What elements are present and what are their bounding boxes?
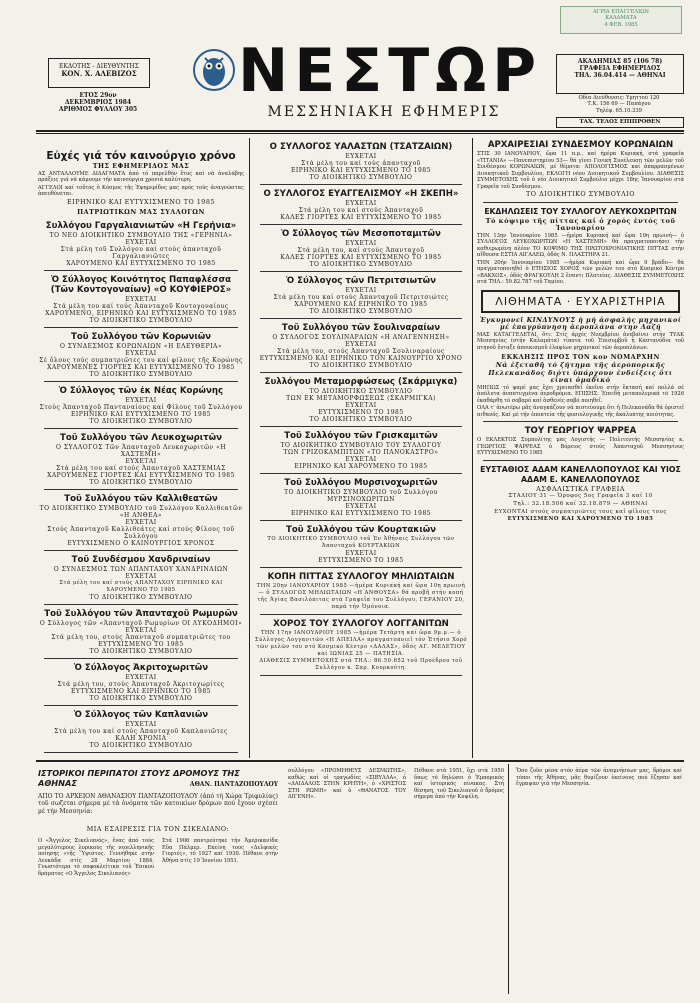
association-greeting [38, 710, 244, 753]
association-line: Στά μέλη του, στούς Ἀπανταχοῦ Ἀκριτοχωρίτες [57, 680, 225, 688]
association-line: ΕΙΡΗΝΙΚΟ ΚΑΙ ΕΥΤΥΧΙΣΜΕΝΟ ΤΟ 1985 [71, 410, 211, 418]
association-title: Ὁ Σύλλογος Ἀκριτοχωριτῶν [73, 662, 209, 673]
association-line: ΤΟ ΔΙΟΙΚΗΤΙΚΟ ΣΥΜΒΟΥΛΙΟ ΤΟΥ ΣΥΛΛΟΓΟΥ [280, 442, 442, 449]
association-greeting [38, 494, 244, 551]
association-line: ΕΥΧΕΤΑΙ [125, 626, 157, 634]
masthead-rule-thin [36, 133, 684, 134]
association-line: ΕΥΧΕΤΑΙ [345, 341, 377, 348]
insurance-sub: ΑΣΦΑΛΙΣΤΙΚΑ ΓΡΑΦΕΙΑ [536, 484, 625, 493]
association-line: Στούς Ἀπανταχοῦ Πανταναίους καί Φίλους τοῦ Συλλόγου [39, 403, 243, 411]
divider [44, 705, 238, 706]
divider [483, 460, 678, 461]
association-title: Τοῦ Συλλόγου τῶν Σουλιναραίων [281, 323, 441, 333]
thanks-box [481, 290, 680, 313]
association-line: Ο ΣΥΛΛΟΓΟΣ ΣΟΥΛΙΝΑΡΑΙΩΝ «Η ΑΝΑΓΕΝΝΗΣΗ» [272, 334, 450, 341]
address-line-1: Οδία Διεύθυνσις: Υμηττού 120 [578, 95, 660, 101]
association-line: ΚΑΛΕΣ ΓΙΟΡΤΕΣ ΚΑΙ ΕΥΤΥΧΙΣΜΕΝΟ ΤΟ 1985 [280, 254, 442, 261]
date: ΔΕΚΕΜΒΡΙΟΣ 1984 [64, 99, 132, 107]
association-greeting [254, 572, 468, 615]
association-list [38, 221, 244, 753]
association-line: ΤΟ ΔΙΟΙΚΗΤΙΚΟ ΣΥΜΒΟΥΛΙΟ [309, 174, 413, 181]
bottom-col-b: Στά 1906 παντρεύτηκε τήν Ἀμερικανίδα Εὕα Πάλμερ. Εκείνη τους «Δελφικές Γιορτές», τό 1927 καί 1930. Πέθανε στήν Ἀθήνα στίς 19 Ἰουνίου 1951. [162, 838, 278, 864]
association-line: Στά μέλη του καί στούς ΑΠΑΝΤΑΧΟΥ ΕΙΡΗΝΙΚΟ ΚΑΙ ΧΑΡΟΥΜΕΝΟ ΤΟ 1985 [59, 579, 223, 593]
association-line: ΤΗΝ 20ην ΙΑΝΟΥΑΡΙΟΥ 1985 —ἡμέρα Κυριακή καί ὥρα 10η πρωινή— ὁ ΣΥΛΛΟΓΟΣ ΜΗΛΙΩΤΑΙΩΝ «Η ΑΝΘΟΥΣΑ» θά προβῆ στήν κοπή τῆς Ἀγίας Βασιλόπιτας στά Γραφεῖα του Συλλόγου, ΓΕΡΑΝΙΟΥ 20, παρά τήν Ὁμόνοια. [256, 583, 466, 610]
insurance-line-2: Τηλ.: 32.18.506 καί 32.18.879 — ΑΘΗΝΑΙ [513, 501, 648, 508]
association-line: ΚΑΛΗ ΧΡΟΝΙΑ [115, 734, 167, 742]
association-line: ΧΑΡΟΥΜΕΝΕΣ ΓΙΟΡΤΕΣ ΚΑΙ ΕΥΤΥΧΙΣΜΕΝΟ ΤΟ 1985 [47, 471, 235, 479]
association-line: Στά μέλη του καί στούς Ἀπανταχοῦ Πετριτσιώτες [273, 294, 449, 301]
association-greeting [254, 619, 468, 676]
association-greeting [254, 229, 468, 272]
publisher-box [48, 58, 150, 88]
association-line: Στά μέλη του καί στούς Ἀπανταχοῦ ΧΑΣΤΕΜΙΑΣ [56, 464, 226, 472]
association-line: ΕΥΧΕΤΑΙ [125, 518, 157, 526]
association-title: Ὁ Σύλλογος τῶν ἐκ Νέας Κορώνης [58, 385, 224, 396]
association-line: Στά μέλη του, στούς Ἀπανταχοῦ συμπατριῶτες του [51, 633, 231, 641]
office-line-3: ΤΗΛ. 36.04.414 — ΑΘΗΝΑΙ [574, 72, 666, 80]
association-line: ΤΟ ΔΙΟΙΚΗΤΙΚΟ ΣΥΜΒΟΥΛΙΟ [309, 261, 413, 268]
thanks-subtitle: Ἐγκυμονεῖ ΚΙΝΔΥΝΟΥΣ ἡ μή ἀσφαλής μηχανικοί μέ ἐπαγρύπνηση ἀεροπλάνα στην Λαζή [479, 315, 682, 332]
association-line: ΤΗΝ 17ην ΙΑΝΟΥΑΡΙΟΥ 1985 —ἡμέρα Τετάρτη καί ὥρα 9μ.μ.— ὁ Σύλλογος Λογγανιτῶν «Η ΑΠΕΙΛΑ» πραγματοποιεῖ τόν Ἐτήσιο Χορό τῶν μελῶν του στό Κοσμικό Κέντρο «ΔΑΛΑΣ», ὁδός ΑΓ. ΜΕΛΕΤΙΟΥ καί ΙΩΝΙΑΣ 25 — ΠΑΤΗΣΙΑ. [254, 630, 468, 657]
address [556, 95, 682, 114]
association-title: Τοῦ Συλλόγου Μυρσινοχωριτῶν [284, 478, 438, 488]
divider [44, 604, 238, 605]
association-line: ΤΩΝ ΓΡΙΖΟΚΑΜΠΙΤΩΝ «ΤΟ ΠΑΝΟΚΑΣΤΡΟ» [283, 449, 439, 456]
association-line: ΕΥΤΥΧΙΣΜΕΝΟ ΤΟ 1985 [318, 557, 404, 564]
postage-box: ΤΑΧ. ΤΕΛΟΣ ΕΠΙΠΡΟΘΕΝ [556, 117, 684, 128]
stamp-line-1: ΑΓΡΙΑ ΕΠΑΓΓΕΛΙΩΝ [593, 9, 649, 15]
column-2 [254, 138, 468, 758]
association-line: ΕΥΧΕΤΑΙ [125, 295, 157, 303]
publisher-title: ΕΚΔΟΤΗΣ - ΔΙΕΥΘΥΝΤΗΣ [58, 63, 140, 70]
address-line-3: Τηλέφ. 65.10.339 [596, 107, 642, 114]
issue-number: ΑΡΙΘΜΟΣ ΦΥΛΛΟΥ 305 [58, 106, 138, 114]
association-title: Ο ΣΥΛΛΟΓΟΣ ΕΥΑΓΓΕΛΙΣΜΟΥ «Η ΣΚΕΠΗ» [263, 189, 459, 199]
association-line: ΤΟ ΔΙΟΙΚΗΤΙΚΟ ΣΥΜΒΟΥΛΙΟ [309, 416, 413, 423]
association-line: ΤΟ ΔΙΟΙΚΗΤΙΚΟ ΣΥΜΒΟΥΛΙΟ [89, 694, 193, 702]
association-line: ΕΥΧΕΤΑΙ [345, 200, 377, 207]
association-line: ΕΥΤΥΧΙΣΜΕΝΟ ΤΟ 1985 [318, 409, 404, 416]
association-title: ΚΟΠΗ ΠΙΤΤΑΣ ΣΥΛΛΟΓΟΥ ΜΗΛΙΩΤΑΙΩΝ [267, 572, 455, 582]
divider [483, 421, 678, 422]
divider [260, 675, 462, 676]
restoration-text: ΣΤΙΣ 30 ΙΑΝΟΥΑΡΙΟΥ, ὥρα 11 π.μ., καί ἡμέρα Κυριακή, στά γραφεῖα «ΤΙΤΑΝΙΑ» —Πανεπιστημίου 53— θά γίνει Γενική Συνέλευση τῶν μελῶν τοῦ Συνδέσμου ΚΟΡΩΝΑΙΩΝ, μέ θέματα: ΑΠΟΛΟΓΙΣΜΟΣ καί ἀπαρρασμένων Διοικητικοῦ Συμβουλίου, ΕΚΛΟΓΗ νέου Διοικητικοῦ Συμβουλίου. ΔΙΑΘΕΣΙΣ ΣΥΜΜΕΤΟΧΗΣ τοῦ ὁ νέο Διοικητικό Συμβούλιο μέχρι 18ης Ἰανουαρίου στά Γραφεῖα τοῦ Συνδέσμου. [477, 151, 684, 190]
association-line: Στά μέλη του καί στούς Ἀπανταχοῦ [298, 207, 424, 214]
association-line: Στά μέλη του καί τούς ἁπανταχοῦ [301, 160, 421, 167]
divider [260, 271, 462, 272]
association-line: ΕΥΧΕΤΑΙ [125, 457, 157, 465]
divider [44, 489, 238, 490]
association-line: ΤΟ ΔΙΟΙΚΗΤΙΚΟ ΣΥΜΒΟΥΛΙΟ [89, 370, 193, 378]
association-line: ΔΙΑΘΕΣΙΣ ΣΥΜΜΕΤΟΧΗΣ στά ΤΗΛ.: 86.50.652 τοῦ Προέδρου τοῦ Συλλόγου κ. Σαρ. Κουρκούτη. [259, 658, 463, 671]
association-title: Ὁ Σύλλογος τῶν Καπλανιῶν [73, 709, 209, 720]
association-line: ΤΟ ΝΕΟ ΔΙΟΙΚΗΤΙΚΟ ΣΥΜΒΟΥΛΙΟ ΤΗΣ «ΓΕΡΗΝΙΑ» [49, 231, 233, 239]
divider [260, 567, 462, 568]
office-line-1: ΑΚΑΔΗΜΙΑΣ 85 (106 78) [577, 58, 663, 65]
association-line: ΕΥΤΥΧΙΣΜΕΝΟ Ο ΚΑΙΝΟΥΡΓΙΟΣ ΧΡΟΝΟΣ [67, 539, 215, 547]
association-greeting [254, 377, 468, 427]
association-line: Στούς Ἀπανταχοῦ Καλλιθεάτες καί στούς Φίλους τοῦ Συλλόγου [47, 525, 235, 540]
association-line: Ο ΣΥΝΔΕΣΜΟΣ ΚΟΡΩΝΑΙΩΝ «Η ΕΛΕΥΘΕΡΙΑ» [59, 342, 223, 350]
association-line: ΤΟ ΔΙΟΙΚΗΤΙΚΟ ΣΥΜΒΟΥΛΙΟ [89, 741, 193, 749]
association-greeting [38, 433, 244, 490]
restoration-sign: ΤΟ ΔΙΟΙΚΗΤΙΚΟ ΣΥΜΒΟΥΛΙΟ [526, 190, 635, 198]
greeting-text-3: ΕΙΡΗΝΙΚΟ ΚΑΙ ΕΥΤΥΧΙΣΜΕΝΟ ΤΟ 1985 [67, 197, 215, 206]
greeting-text-1: ΑΣ ΑΝΤΑΛΛΟΥΜΕ ΔΙΔΑΓΜΑΤΑ ἀπό τό παρελθόν ἔτος καί νά ἀναλάβης πράξεις γιά νά κάμουμε τήν καινούργια χρονιά καλύτερη. [38, 170, 244, 184]
column-3 [477, 138, 684, 758]
association-line: Σέ ὅλους τούς συμπατριῶτες του καί φίλους τῆς Κορώνης [39, 356, 243, 364]
association-line: ΕΥΤΥΧΙΣΜΕΝΟ ΚΑΙ ΕΙΡΗΝΙΚΟ ΤΟ 1985 [71, 687, 211, 695]
association-title: Τοῦ Συλλόγου τῶν Κορωνιῶν [70, 331, 212, 342]
association-line: ΚΑΛΕΣ ΓΙΟΡΤΕΣ ΚΑΙ ΕΥΤΥΧΙΣΜΕΝΟ ΤΟ 1985 [280, 214, 442, 221]
association-greeting [38, 555, 244, 605]
association-greeting [38, 332, 244, 382]
bottom-col-c: συλλόγου «ΠΡΟΜΗΘΕΥΣ ΔΕΣΜΩΤΗΣ», καθώς καί οἱ τραγωδίες «ΣΙΒΥΛΛΑ», ὁ «ΔΑΙΔΑΛΟΣ ΣΤΗΝ ΚΡΗΤΗ», ὁ «ΧΡΙΣΤΟΣ ΣΤΗ ΡΩΜΗ» καί ὁ «ΘΑΝΑΤΟΣ ΤΟΥ ΔΙΓΕΝΗ». [288, 768, 406, 800]
association-greeting [38, 386, 244, 429]
nomarch-title: ΕΚΚΛΗΣΙΣ ΠΡΟΣ ΤΟΝ κον ΝΟΜΑΡΧΗΝ [501, 353, 660, 362]
association-greeting [254, 431, 468, 474]
association-line: ΕΥΧΕΤΑΙ [125, 720, 157, 728]
bottom-col-a: Ο «Ἄγγελος Σικελιανός», ἕνας ἀπό τούς μεγαλύτερους λυρικούς τῆς νεοελληνικῆς ποίησης «τῆς Ὕψιστος. Γεννήθηκε στήν Λευκάδα στίς 28 Μαρτίου 1884. Γνωστότερα τό σοφοκλείτικα τοῦ Ἐπικού δράματος «Ο Ἄγγελος Σικελιανός» [38, 838, 154, 877]
bottom-col-d: Πέθανε στά 1951, ὅχι στά 1950 ὅπως τό δηλώσει ὁ Ἐμπορικός καί ἱστορικός πίνακας. Στή θέσηση, τοῦ Σικελιανοῦ ὁ δρόμος σήμερα ἀπό τήν Κυψέλη. [414, 768, 504, 800]
insurance-line-4: ΕΥΤΥΧΙΣΜΕΝΟ ΚΑΙ ΧΑΡΟΥΜΕΝΟ ΤΟ 1985 [507, 516, 654, 523]
association-line: Ο ΣΥΛΛΟΓΟΣ Τῶν Ἀπανταχοῦ Λευκοχωριτῶν «Η ΧΑΣΤΕΜΗ» [56, 443, 226, 458]
association-title: Τοῦ Συλλόγου τῶν Λευκοχωριτῶν [60, 432, 222, 443]
thanks-box-title: ΛΙΘΗΜΑΤΑ · ΕΥΧΑΡΙΣΤΗΡΙΑ [495, 294, 666, 308]
association-line: ΕΥΧΕΤΑΙ [125, 396, 157, 404]
masthead-rule [36, 130, 684, 132]
bottom-lead: ΑΠΟ ΤΟ ΑΡΧΕΙΟΝ ΑΘΑΝΑΣΙΟΥ ΠΑΝΤΑΖΟΠΟΥΛΟΥ (ἀπό τή Χώρα Τριφυλίας) τοῦ σωζεται σήμερα μέ τά ὀνόματα τῶν κατοικίων δρόμων πού ἔχουν σχέσει μέ τήν Μεσσηνία: [38, 793, 278, 815]
association-title: Συλλόγου Μεταμορφώσεως (Σκάρμιγκα) [264, 377, 458, 387]
georgiou-text: Ο ΕΚΛΕΚΤΟΣ Συμπολίτης μας Λογιστής — Πολιτευτής Μεσσηνίας κ. ΓΕΩΡΓΙΟΣ ΨΑΡΡΕΑΣ ὁ Βόρειος στούς Ἀπανταχοῦ Μεσσηνίους ΕΥΤΥΧΙΣΜΕΝΟ ΤΟ 1985 [477, 437, 684, 457]
association-greeting [38, 609, 244, 659]
stamp-line-2: ΚΑΛΑΜΑΤΑ [605, 15, 637, 22]
association-line: ΧΑΡΟΥΜΕΝΟ, ΕΙΡΗΝΙΚΟ ΚΑΙ ΕΥΤΥΧΙΣΜΕΝΟ ΤΟ 1985 [45, 309, 237, 317]
association-line: Στά μέλη του καί τούς Ἀπανταχοῦ Κοντογοναίους [53, 302, 229, 310]
association-greeting [254, 276, 468, 319]
association-line: Στά μέλη τοῦ Συλλόγου καί στούς ἁπανταχοῦ Γαργαλιανιῶτες [60, 245, 222, 260]
divider [483, 202, 678, 203]
bottom-lead-2: ΜΙΑ ΕΣΑΙΡΕΣΙΣ ΓΙΑ ΤΟΝ ΣΙΚΕΛΙΑΝΟ: [86, 825, 230, 833]
association-line: ΕΥΧΕΤΑΙ [345, 153, 377, 160]
greeting-subheading: ΤΗΣ ΕΦΗΜΕΡΙΔΟΣ ΜΑΣ [92, 162, 190, 170]
association-line: ΤΟ ΔΙΟΙΚΗΤΙΚΟ ΣΥΜΒΟΥΛΙΟ [89, 478, 193, 486]
georgiou-title: ΤΟΥ ΓΕΩΡΓΙΟΥ ΨΑΡΡΕΑ [524, 426, 637, 437]
association-line: ΤΟ ΔΙΟΙΚΗΤΙΚΟ ΣΥΜΒΟΥΛΙΟ [89, 316, 193, 324]
divider [260, 473, 462, 474]
restoration-title: ΑΡΧΑΙΡΕΣΙΑΙ ΣΥΝΔΕΣΜΟΥ ΚΟΡΩΝΑΙΩΝ [487, 140, 674, 150]
association-line: ΧΑΡΟΥΜΕΝΕΣ ΓΙΟΡΤΕΣ ΚΑΙ ΕΥΤΥΧΙΣΜΕΝΟ ΤΟ 1985 [47, 363, 235, 371]
stamp-date: 4 ΦΕΒ. 1985 [604, 21, 638, 28]
column-divider-2 [472, 138, 473, 758]
association-greeting [254, 525, 468, 568]
divider [260, 614, 462, 615]
association-greeting [38, 663, 244, 706]
association-line: ΤΟ ΔΙΟΙΚΗΤΙΚΟ ΣΥΜΒΟΥΛΙΟ τοῦ Συλλόγου ΜΥΡΣΙΝΟΧΩΡΙΤΩΝ [284, 489, 438, 503]
association-list-2 [254, 142, 468, 676]
association-line: ΤΟ ΔΙΟΙΚΗΤΙΚΟ ΣΥΜΒΟΥΛΙΟ [89, 647, 193, 655]
thanks-text: ΜΑΣ ΚΑΤΑΓΓΕΛΕΤΑΙ, ὅτι: Στίς ἀρχές Νοεμβρίου ἀνεβαίνει στήν ΤΥΔΚ Μεσσηνίας (στήν Καλαμάτα) τίποτα τοῦ Ἐπισυμβοῦ ἡ Καστανόδια τοῦ πτηνοῦ ἔνταξε ἀποικισμοῦ ἐλαφίων μηχανικοί τῶν ἀεροπλάνων. [477, 331, 684, 351]
association-line: ΕΙΡΗΝΙΚΟ ΚΑΙ ΕΥΤΥΧΙΣΜΕΝΟ ΤΟ 1985 [291, 167, 431, 174]
publisher-name: ΚΟΝ. Χ. ΑΛΕΒΙΖΟΣ [61, 69, 137, 79]
column-1 [38, 138, 244, 758]
divider [44, 327, 238, 328]
owl-emblem-icon [192, 44, 236, 100]
association-line: Στά μέλη του καί στούς Ἀπανταχοῦ Καπλανιῶτες [54, 727, 228, 735]
association-title: Τοῦ Συλλόγου τῶν Γρισκαμιτῶν [284, 431, 438, 441]
association-line: ΕΙΡΗΝΙΚΟ ΚΑΙ ΕΥΤΥΧΙΣΜΕΝΟ ΤΟ 1985 [291, 510, 431, 517]
association-greeting [38, 275, 244, 328]
association-line: ΕΥΧΕΤΑΙ [345, 240, 377, 247]
divider [44, 428, 238, 429]
bottom-col-e: Ὅσο ζοῦν μέσα στόν ἀέρα τῶν ἀναμνήσεων μας, δρόμοι καί τόποι τῆς Ἀθήνας, μᾶς θυμίζουν ἐκείνους πού ἔζησαν καί ἔγραψαν γιά τήν Μεσσηνία. [516, 768, 682, 787]
association-line: ΤΟ ΔΙΟΙΚΗΤΙΚΟ ΣΥΜΒΟΥΛΙΟ [309, 308, 413, 315]
divider [44, 270, 238, 271]
association-line: ΕΥΧΕΤΑΙ [125, 572, 157, 580]
bottom-author: ΑΘΑΝ. ΠΑΝΤΑΖΟΠΟΥΛΟΥ [189, 781, 278, 788]
association-line: ΕΥΤΥΧΙΣΜΕΝΟ ΚΑΙ ΕΙΡΗΝΙΚΟ ΤΟΝ ΚΑΙΝΟΥΡΓΙΟ ΧΡΟΝΟ [259, 355, 463, 362]
association-title: Ὁ Σύλλογος Κοινότητος Παπαφλέσσα (Τῶν Κοντογοναίων) «Ο ΚΟΥΦΙΕΡΟΣ» [50, 274, 232, 295]
pita-title: ΕΚΔΗΛΩΣΕΙΣ ΤΟΥ ΣΥΛΛΟΓΟΥ ΛΕΥΚΟΧΩΡΙΤΩΝ [484, 206, 677, 216]
association-line: ΤΟ ΔΙΟΙΚΗΤΙΚΟ ΣΥΜΒΟΥΛΙΟ [89, 593, 193, 601]
association-title: Ὁ Σύλλογος τῶν Πετριτσιωτῶν [286, 276, 436, 286]
association-line: Στά μέλη του, στούς Ἀπανταχοῦ Σουλιναραίους [277, 348, 445, 355]
association-line: ΧΑΡΟΥΜΕΝΟ ΚΑΙ ΕΙΡΗΝΙΚΟ ΤΟ 1985 [294, 301, 428, 308]
association-line: Στά μέλη του, καί στούς Ἀπανταχοῦ [297, 247, 425, 254]
association-title: Τοῦ Συλλόγου τῶν Καλλιθεατῶν [64, 493, 218, 504]
association-line: ΤΩΝ ΕΚ ΜΕΤΑΜΟΡΦΩΣΕΩΣ (ΣΚΑΡΜΙΓΚΑ) [286, 395, 436, 402]
association-line: ΕΥΧΕΤΑΙ [125, 238, 157, 246]
column-divider-1 [249, 138, 250, 758]
association-title: Τοῦ Συλλόγου τῶν Κουρτακιῶν [285, 525, 437, 535]
greeting-text-2: ΑΓΓΕΛΟΙ καί τοῦτος ὁ Κόσμος τῆς Ἐφημερίδος μας πρός τούς ἀναγνῶστας ἀπευθύνεται. [38, 184, 244, 198]
divider [260, 426, 462, 427]
divider [260, 184, 462, 185]
office-box [556, 54, 684, 94]
bottom-divider [508, 764, 509, 994]
association-line: ΤΟ ΔΙΟΙΚΗΤΙΚΟ ΣΥΜΒΟΥΛΙΟ τοῦ Ἐν Ἀθήναις Συλλόγου τῶν Ἀπανταχοῦ ΚΟΥΡΤΑΚΙΩΝ [267, 536, 455, 549]
association-title: ΧΟΡΟΣ ΤΟΥ ΣΥΛΛΟΓΟΥ ΛΟΓΓΑΝΙΤΩΝ [273, 619, 449, 629]
divider [44, 658, 238, 659]
association-greeting [254, 142, 468, 185]
pita-subtitle: Τό κόψιμο τῆς πίττας καί ὁ χορός ἐντός τοῦ Ἰανουαρίου [485, 216, 676, 233]
association-line: ΤΟ ΔΙΟΙΚΗΤΙΚΟ ΣΥΜΒΟΥΛΙΟ [309, 388, 413, 395]
bottom-rule [36, 760, 684, 762]
association-line: ΕΥΧΕΤΑΙ [345, 550, 377, 557]
association-greeting [254, 323, 468, 373]
divider [260, 224, 462, 225]
divider [44, 550, 238, 551]
issue-info [48, 92, 148, 114]
association-title: Συλλόγου Γαργαλιανιωτῶν «Η Γερήνια» [45, 220, 237, 231]
association-line: Ο ΣΥΝΔΕΣΜΟΣ ΤΩΝ ΑΠΑΝΤΑΧΟΥ ΧΑΝΔΡΙΝΑΙΩΝ [53, 565, 229, 573]
association-line: ΤΟ ΔΙΟΙΚΗΤΙΚΟ ΣΥΜΒΟΥΛΙΟ τοῦ Συλλόγου Καλλιθεατῶν «Η ΑΝΘΕΑ» [39, 504, 243, 519]
association-greeting [38, 221, 244, 271]
nomarch-text-2: ΟΛΑ τ' ἀνωτέρω μᾶς ἀναγκάζουν νά πιστεύουμε ὅτι ἡ Πελεκανάδα θά ὁριστεῖ πιθανός. Καί μέ τήν ἐποπτεία τῆς φυσιολογικῆς τῆς ἀκάλυπτης ποιότητας. [477, 405, 684, 418]
pita-text-2: ΤΗΝ 20ήν Ἰανουαρίου 1985 —ἡμέρα Κυριακή καί ὥρα 9 βράδυ— θά πραγματοποιηθεῖ ὁ ΕΤΗΣΙΟΣ ΧΟΡΟΣ τῶν μελῶν του στό Κοσμικό Κέντρο «ΒΑΚΧΟΣ», ὁδός ΦΡΑΓΚΟΥΛΗ 2 ἔναντι Πλατείας. ΔΙΑΘΕΣΙΣ ΣΥΜΜΕΤΟΧΗΣ στά ΤΗΛ.: 59.82.787 τοῦ Ταμίου. [477, 259, 684, 286]
association-line: ΕΥΧΕΤΑΙ [345, 503, 377, 510]
association-title: Τοῦ Συνδέσμου Χανδριναίων [71, 554, 211, 565]
newspaper-title: ΝΕΣΤΩΡ [238, 36, 543, 106]
association-line: ΤΟ ΔΙΟΙΚΗΤΙΚΟ ΣΥΜΒΟΥΛΙΟ [309, 362, 413, 369]
pita-text: ΤΗΝ 13ην Ἰανουαρίου 1985 —ἡμέρα Κυριακή καί ὥρα 10η πρωινή— ὁ ΣΥΛΛΟΓΟΣ ΛΕΥΚΟΧΩΡΙΤΩΝ «Η ΧΑΣΤΕΜΗ» θά πραγματοποιήσει τήν καθιερωμένη πλέον ΤΟ ΚΟΨΙΜΟ ΤΗΣ ΠΡΩΤΟΧΡΟΝΙΑΤΙΚΗΣ ΠΙΤΤΑΣ στήν αἴθουσα ΕΣΤΙΑ ΑΙΓΑΛΕΩ, ὁδός Ν. ΠΛΑΣΤΗΡΑ 21. [477, 232, 684, 259]
divider [44, 752, 238, 753]
association-line: Ο Σύλλογος τῶν «Ἀπανταχοῦ Ρωμυρίων ΟΙ ΛΥΚΟΔΗΜΟΙ» [39, 619, 243, 627]
association-line: ΤΟ ΔΙΟΙΚΗΤΙΚΟ ΣΥΜΒΟΥΛΙΟ [89, 417, 193, 425]
association-title: Ο ΣΥΛΛΟΓΟΣ ΥΑΛΑΣΤΩΝ (ΤΣΑΤΖΑΙΩΝ) [269, 142, 453, 152]
association-line: ΕΥΧΕΤΑΙ [345, 287, 377, 294]
insurance-title: ΕΥΣΤΑΘΙΟΣ ΑΔΑΜ ΚΑΝΕΛΛΟΠΟΥΛΟΣ ΚΑΙ ΥΙΟΣ ΑΔΑΜ Ε. ΚΑΝΕΛΛΟΠΟΥΛΟΣ [480, 464, 681, 484]
association-greeting [254, 478, 468, 521]
greeting-heading: Εὐχές γιά τόν καινούργιο χρόνο [46, 150, 236, 162]
patriotic-header: ΠΑΤΡΙΩΤΙΚΩΝ ΜΑΣ ΣΥΛΛΟΓΩΝ [77, 208, 205, 217]
association-line: ΕΙΡΗΝΙΚΟ ΚΑΙ ΧΑΡΟΥΜΕΝΟ ΤΟ 1985 [294, 463, 428, 470]
association-line: ΕΥΤΥΧΙΣΜΕΝΟ ΤΟ 1985 [98, 640, 184, 648]
divider [44, 381, 238, 382]
masthead [0, 0, 700, 128]
library-stamp [560, 6, 682, 34]
association-title: Τοῦ Συλλόγου τῶν Ἀπανταχοῦ Ρωμυρῶν [44, 608, 238, 619]
association-line: ΕΥΧΕΤΑΙ [125, 349, 157, 357]
association-line: ΧΑΡΟΥΜΕΝΟ ΚΑΙ ΕΥΤΥΧΙΣΜΕΝΟ ΤΟ 1985 [66, 259, 216, 267]
nomarch-subtitle: Νά ἐξεταθῆ τό ζήτημα τῆς ἀεροπορικῆς Πελεκανάδος διότι ὑπάρχουν ἐνδείξεις ὅτι εἶναι ὁμαδικό [488, 361, 673, 385]
divider [260, 372, 462, 373]
divider [260, 318, 462, 319]
nomarch-text: ΜΗΠΩΣ τό ψαρέ μας ἔχει χρειασθεῖ ἐκεῖνο στήν ἔκτασή καί πολλά σέ ἀπόλυτα ἀναπτυγμένα ἀεροδρόμια. ΕΠΙΣΗΣ: Ἐπειδή μεταπολεμικά τό 1926 ἐκαθάρθη τό σοβαρό καί ἀσθενές σαβό ποιηθεῖ. [477, 384, 684, 404]
newspaper-subtitle: ΜΕΣΣΗΝΙΑΚΗ ΕΦΗΜΕΡΙΣ [267, 104, 501, 120]
association-line: ΕΥΧΕΤΑΙ [345, 456, 377, 463]
owl-logo [192, 44, 236, 100]
association-title: Ὁ Σύλλογος τῶν Μεσοποταμιτῶν [281, 229, 441, 239]
bottom-banner: ΙΣΤΟΡΙΚΟΙ ΠΕΡΙΠΑΤΟΙ ΣΤΟΥΣ ΔΡΟΜΟΥΣ ΤΗΣ ΑΘΗΝΑΣ [38, 768, 240, 788]
office-line-2: ΓΡΑΦΕΙΑ ΕΦΗΜΕΡΙΔΟΣ [579, 65, 661, 73]
insurance-line-3: ΕΥΧΟΝΤΑΙ στούς συμπατριῶτες τους καί φίλους τους [494, 508, 667, 515]
association-line: ΕΥΧΕΤΑΙ [125, 673, 157, 681]
divider [260, 520, 462, 521]
address-line-2: Τ.Κ. 156 69 — Παπάγου [587, 101, 651, 108]
association-line: ΕΥΧΕΤΑΙ [345, 402, 377, 409]
year: ΕΤΟΣ 29ον [79, 92, 117, 99]
bottom-section [38, 764, 684, 996]
association-greeting [254, 189, 468, 225]
insurance-line-1: ΣΤΑΔΙΟΥ 31 — Ὁροφος 5ος Γραφεῖα 3 καί 10 [508, 493, 653, 500]
